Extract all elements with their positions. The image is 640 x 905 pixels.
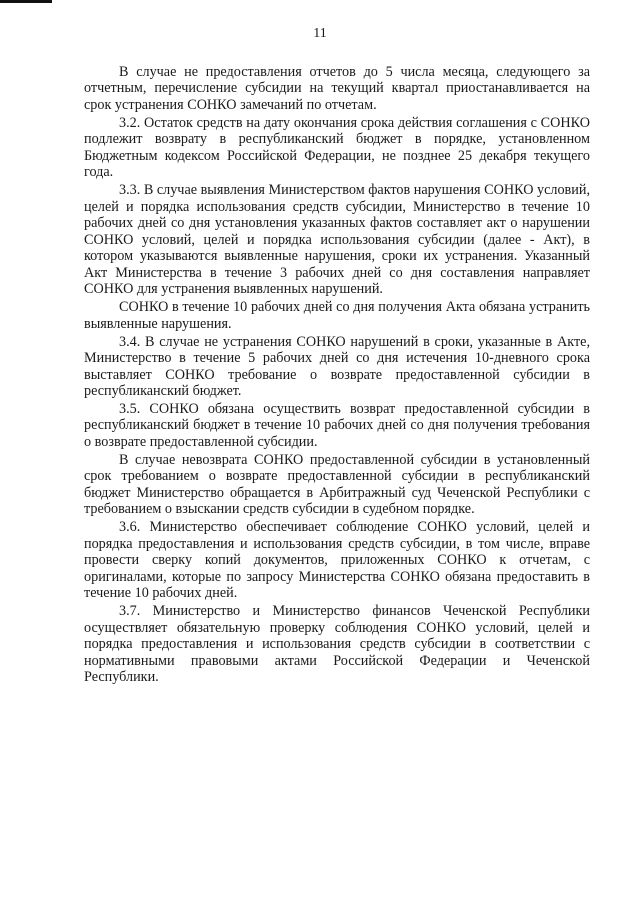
paragraph-3-4: 3.4. В случае не устранения СОНКО нарушений в сроки, указанные в Акте, Министерство в течение 5 рабочих дней со дня истечения 10-дневного срока выставляет СОНКО требование о возврате предоставленной субсидии в республиканский бюджет.: [84, 333, 590, 399]
page-number: 11: [313, 26, 327, 41]
paragraph-3-5: 3.5. СОНКО обязана осуществить возврат предоставленной субсидии в республиканский бюджет в течение 10 рабочих дней со дня получения требования о возврате предоставленной субсидии.: [84, 401, 590, 450]
paragraph-report-deadline: В случае не предоставления отчетов до 5 числа месяца, следующего за отчетным, перечисление субсидии на текущий квартал приостанавливается на срок устранения СОНКО замечаний по отчетам.: [84, 64, 590, 113]
paragraph-3-7: 3.7. Министерство и Министерство финансов Чеченской Республики осуществляет обязательную проверку соблюдения СОНКО условий, целей и порядка предоставления и использования средств субсидии в соответствии с нормативными правовыми актами Российской Федерации и Чеченской Республики.: [84, 603, 590, 686]
paragraph-3-6: 3.6. Министерство обеспечивает соблюдение СОНКО условий, целей и порядка предоставления и использования средств субсидии, в том числе, вправе провести сверку копий документов, приложенных СОНКО к отчетам, с оригиналами, которые по запросу Министерства СОНКО обязана предоставить в течение 10 рабочих дней.: [84, 519, 590, 602]
scan-edge-mark: [0, 0, 52, 3]
paragraph-3-3-remedy: СОНКО в течение 10 рабочих дней со дня получения Акта обязана устранить выявленные нарушения.: [84, 299, 590, 332]
paragraph-3-2: 3.2. Остаток средств на дату окончания срока действия соглашения с СОНКО подлежит возврату в республиканский бюджет в порядке, установленном Бюджетным кодексом Российской Федерации, не позднее 25 декабря текущего года.: [84, 114, 590, 181]
paragraph-3-5-court: В случае невозврата СОНКО предоставленной субсидии в установленный срок требованием о возврате предоставленной субсидии в республиканский бюджет Министерство обращается в Арбитражный суд Чеченской Республики с требованием о взыскании средств субсидии в судебном порядке.: [84, 451, 590, 518]
paragraph-3-3: 3.3. В случае выявления Министерством фактов нарушения СОНКО условий, целей и порядка использования средств субсидии, Министерство в течение 10 рабочих дней со дня установления указанных фактов составляет акт о нарушении СОНКО условий, целей и порядка использования субсидии (далее - Акт), в котором указываются выявленные нарушения, сроки их устранения. Указанный Акт Министерства в течение 3 рабочих дней со дня составления направляет СОНКО для устранения выявленных нарушений.: [84, 182, 590, 298]
document-body: [84, 64, 590, 687]
